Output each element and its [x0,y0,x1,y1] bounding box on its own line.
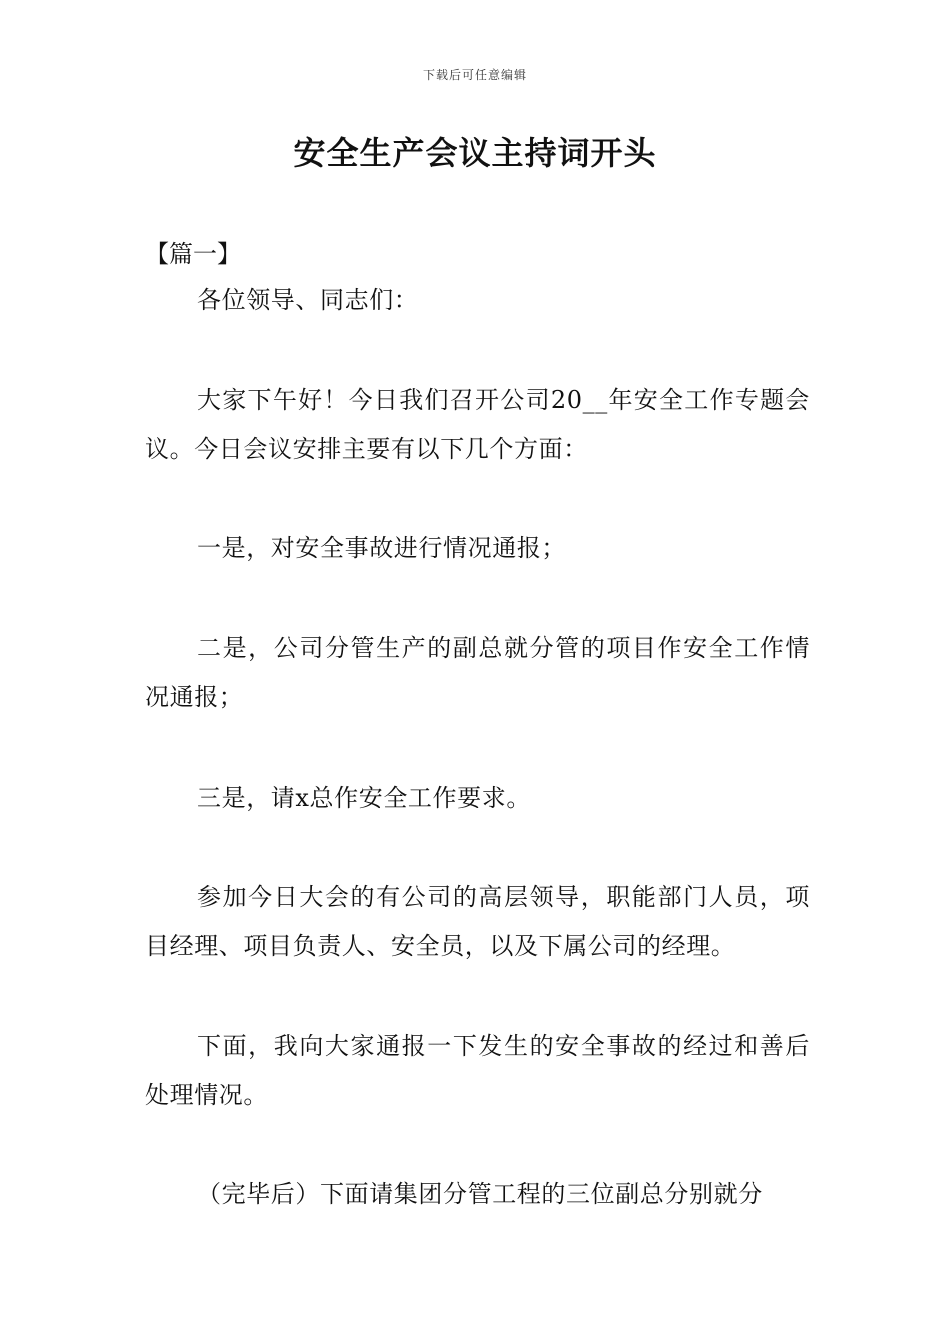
paragraph-continuation: （完毕后）下面请集团分管工程的三位副总分别就分 [197,1180,763,1208]
paragraph-opening: 大家下午好！今日我们召开公司20__年安全工作专题会议。今日会议安排主要有以下几个方面： [145,386,810,463]
paragraph-greeting: 各位领导、同志们： [197,286,419,314]
paragraph-item-two: 二是，公司分管生产的副总就分管的项目作安全工作情况通报； [145,634,810,711]
paragraph-attendees: 参加今日大会的有公司的高层领导，职能部门人员，项目经理、项目负责人、安全员，以及下属公司的经理。 [145,883,810,960]
paragraph-report: 下面，我向大家通报一下发生的安全事故的经过和善后处理情况。 [145,1032,810,1109]
document-title: 安全生产会议主持词开头 [293,134,657,172]
page-header-note: 下载后可任意编辑 [422,68,527,82]
paragraph-item-one: 一是，对安全事故进行情况通报； [197,534,566,562]
section-label: 【篇一】 [145,240,241,268]
paragraph-item-three: 三是，请x总作安全工作要求。 [197,784,531,812]
